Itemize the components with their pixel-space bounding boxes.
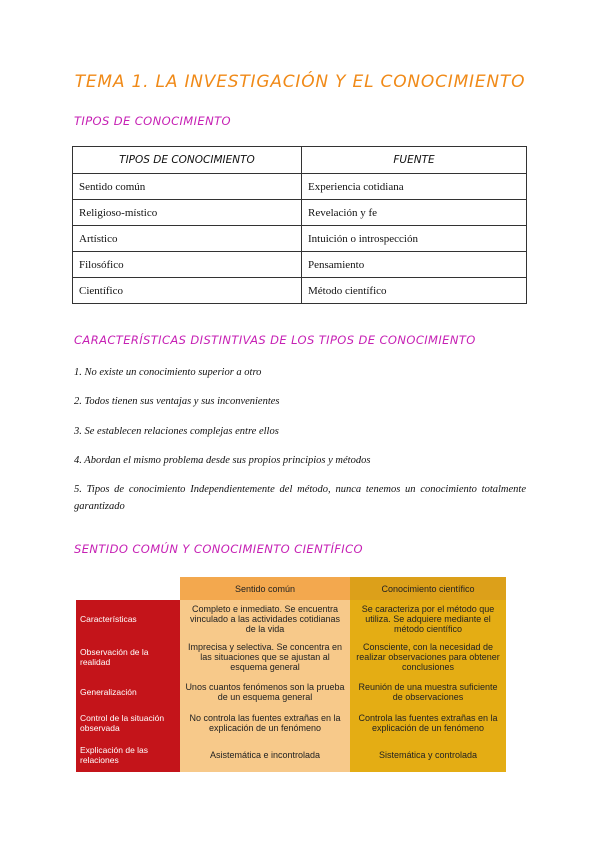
- table-row: [76, 676, 506, 707]
- fuente-cell: Revelación y fe: [302, 200, 527, 226]
- cientifico-cell: Consciente, con la necesidad de realizar observaciones para obtener conclusiones: [350, 638, 506, 676]
- table-row: [73, 278, 527, 304]
- row-label: Generalización: [76, 676, 180, 707]
- row-label: Características: [76, 600, 180, 638]
- sentido-cell: Asistemática e incontrolada: [180, 738, 350, 772]
- cientifico-cell: Sistemática y controlada: [350, 738, 506, 772]
- fuente-cell: Pensamiento: [302, 252, 527, 278]
- sentido-cell: Unos cuantos fenómenos son la prueba de un esquema general: [180, 676, 350, 707]
- tipo-cell: Científico: [73, 278, 302, 304]
- section-heading-tipos: TIPOS DE CONOCIMIENTO: [74, 114, 231, 128]
- column-header-tipos: TIPOS DE CONOCIMIENTO: [73, 147, 302, 174]
- section-heading-comparacion: SENTIDO COMÚN Y CONOCIMIENTO CIENTÍFICO: [74, 542, 363, 556]
- sentido-cell: Completo e inmediato. Se encuentra vinculado a las actividades cotidianas de la vida: [180, 600, 350, 638]
- row-label: Control de la situación observada: [76, 707, 180, 738]
- cientifico-cell: Reunión de una muestra suficiente de observaciones: [350, 676, 506, 707]
- table-header-row: [73, 147, 527, 174]
- table-row: [76, 600, 506, 638]
- tipo-cell: Artístico: [73, 226, 302, 252]
- row-label: Explicación de las relaciones: [76, 738, 180, 772]
- cientifico-cell: Se caracteriza por el método que utiliza. Se adquiere mediante el método científico: [350, 600, 506, 638]
- column-header-fuente: FUENTE: [302, 147, 527, 174]
- row-label: Observación de la realidad: [76, 638, 180, 676]
- table-header-row: [76, 577, 506, 600]
- tipo-cell: Sentido común: [73, 174, 302, 200]
- comparison-table: [76, 577, 506, 772]
- table-row: [73, 200, 527, 226]
- corner-cell: [76, 577, 180, 600]
- table-row: [73, 174, 527, 200]
- fuente-cell: Método científico: [302, 278, 527, 304]
- list-item: 1. No existe un conocimiento superior a otro: [74, 367, 262, 378]
- table-row: [73, 226, 527, 252]
- sentido-cell: Imprecisa y selectiva. Se concentra en las situaciones que se ajustan al esquema general: [180, 638, 350, 676]
- column-header-sentido: Sentido común: [180, 577, 350, 600]
- fuente-cell: Experiencia cotidiana: [302, 174, 527, 200]
- list-item: 2. Todos tienen sus ventajas y sus inconvenientes: [74, 396, 280, 407]
- list-item: 5. Tipos de conocimiento Independientemente del método, nunca tenemos un conocimiento totalmente garantizado: [74, 484, 526, 512]
- table-row: [73, 252, 527, 278]
- tipos-table: [72, 146, 527, 304]
- cientifico-cell: Controla las fuentes extrañas en la explicación de un fenómeno: [350, 707, 506, 738]
- table-row: [76, 707, 506, 738]
- fuente-cell: Intuición o introspección: [302, 226, 527, 252]
- tipo-cell: Filosófico: [73, 252, 302, 278]
- page-title: TEMA 1. LA INVESTIGACIÓN Y EL CONOCIMIENTO: [74, 72, 526, 92]
- column-header-cientifico: Conocimiento científico: [350, 577, 506, 600]
- section-heading-caracteristicas: CARACTERÍSTICAS DISTINTIVAS DE LOS TIPOS DE CONOCIMIENTO: [74, 333, 476, 347]
- sentido-cell: No controla las fuentes extrañas en la explicación de un fenómeno: [180, 707, 350, 738]
- tipo-cell: Religioso-místico: [73, 200, 302, 226]
- list-item: 3. Se establecen relaciones complejas entre ellos: [74, 426, 279, 437]
- list-item: 4. Abordan el mismo problema desde sus propios principios y métodos: [74, 455, 371, 466]
- table-row: [76, 638, 506, 676]
- table-row: [76, 738, 506, 772]
